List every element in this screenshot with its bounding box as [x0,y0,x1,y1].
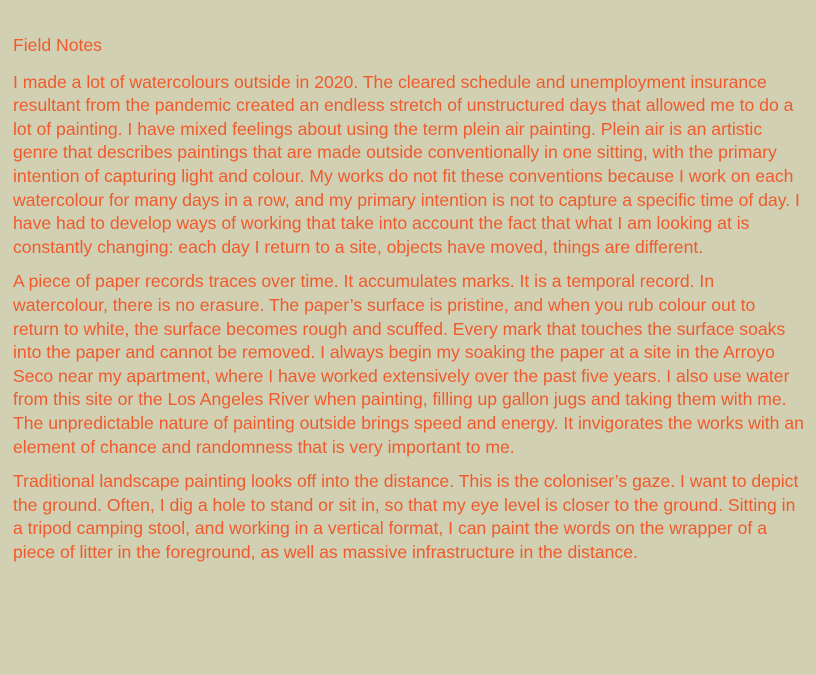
paragraph-2: A piece of paper records traces over time. It accumulates marks. It is a temporal record. In watercolour, there is no erasure. The paper’s surface is pristine, and when you rub colour out to return to white, the surface becomes rough and scuffed. Every mark that touches the surface soaks into the paper and cannot be removed. I always begin my soaking the paper at a site in the Arroyo Seco near my apartment, where I have worked extensively over the past five years. I also use water from this site or the Los Angeles River when painting, filling up gallon jugs and taking them with me. The unpredictable nature of painting outside brings speed and energy. It invigorates the works with an element of chance and randomness that is very important to me. [13,271,804,457]
paragraph-1: I made a lot of watercolours outside in 2020. The cleared schedule and unemployment insurance resultant from the pandemic created an endless stretch of unstructured days that allowed me to do a lot of painting. I have mixed feelings about using the term plein air painting. Plein air is an artistic genre that describes paintings that are made outside conventionally in one sitting, with the primary intention of capturing light and colour. My works do not fit these conventions because I work on each watercolour for many days in a row, and my primary intention is not to capture a specific time of day. I have had to develop ways of working that take into account the fact that what I am looking at is constantly changing: each day I return to a site, objects have moved, things are different. [13,71,800,257]
paragraph-3: Traditional landscape painting looks off into the distance. This is the coloniser’s gaze. I want to depict the ground. Often, I dig a hole to stand or sit in, so that my eye level is closer to the ground. Sitting in a tripod camping stool, and working in a vertical format, I can paint the words on the wrapper of a piece of litter in the foreground, as well as massive infrastructure in the distance. [13,471,799,562]
page-title: Field Notes [13,35,102,55]
